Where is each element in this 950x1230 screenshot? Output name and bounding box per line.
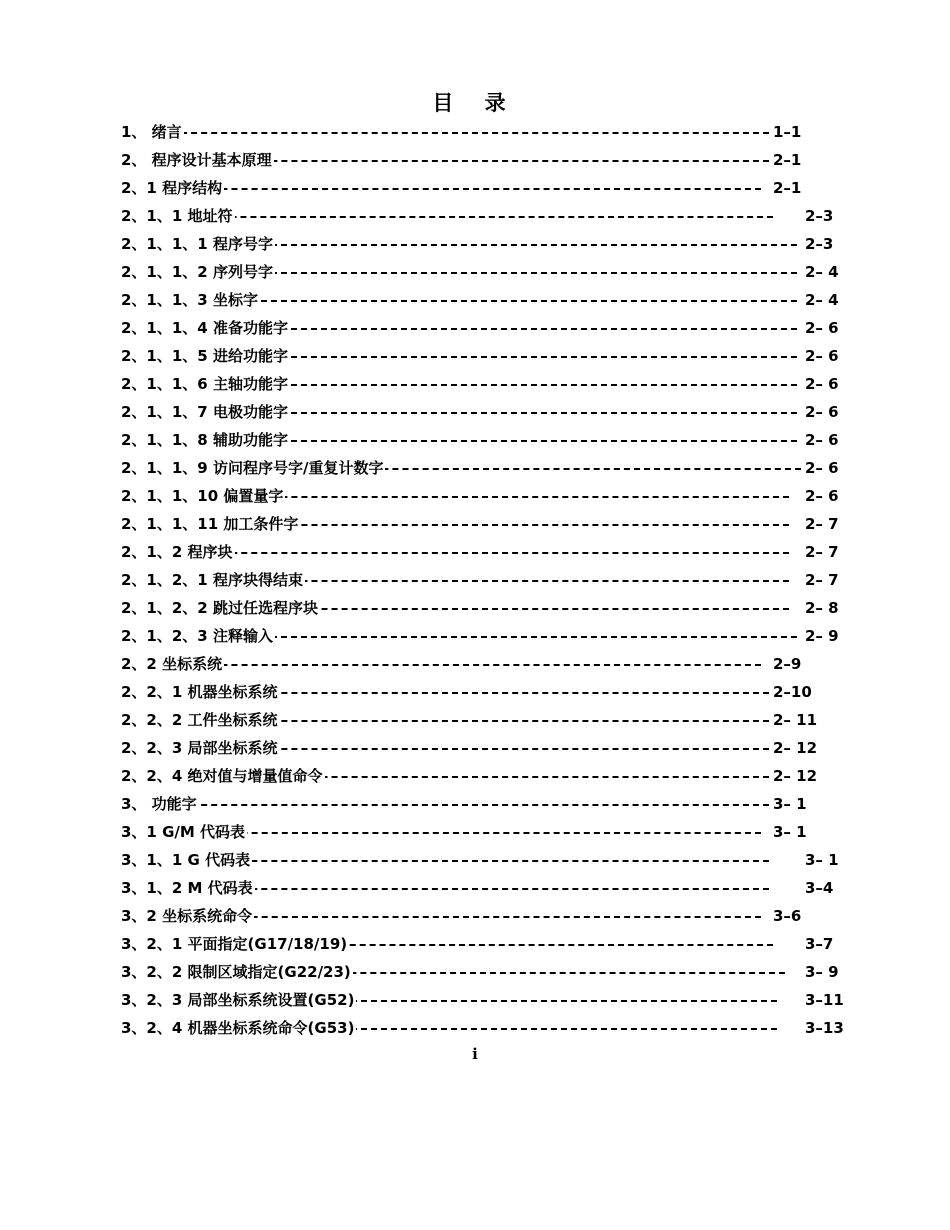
toc-entry-page: 2– 7	[805, 571, 839, 589]
toc-entry[interactable]	[121, 258, 861, 286]
toc-leader-dashes	[161, 132, 769, 134]
toc-entry-label: 2、2、1 机器坐标系统	[121, 678, 280, 706]
toc-entry-label: 3、2 坐标系统命令	[121, 902, 254, 930]
toc-entry[interactable]	[121, 370, 861, 398]
toc-entry-page: 2– 6	[805, 403, 839, 421]
toc-entry[interactable]	[121, 482, 861, 510]
toc-entry[interactable]	[121, 286, 861, 314]
toc-entry-page: 2– 12	[773, 739, 818, 757]
toc-entry-page: 2– 7	[805, 543, 839, 561]
toc-leader-dashes	[161, 664, 761, 666]
toc-entry-page: 2–3	[805, 207, 834, 225]
toc-entry-page: 3– 1	[773, 795, 807, 813]
toc-leader-dashes	[161, 188, 761, 190]
toc-entry-label: 2、1、1、2 序列号字	[121, 258, 275, 286]
toc-entry-label: 2、1、1、1 程序号字	[121, 230, 275, 258]
toc-entry[interactable]	[121, 650, 861, 678]
toc-entry-label: 3、2、3 局部坐标系统设置(G52)	[121, 986, 356, 1014]
toc-entry[interactable]	[121, 706, 861, 734]
toc-entry[interactable]	[121, 454, 861, 482]
toc-entry-page: 1–1	[773, 123, 802, 141]
toc-leader-dashes	[161, 552, 789, 554]
toc-entry[interactable]	[121, 874, 861, 902]
toc-entry-page: 2– 6	[805, 375, 839, 393]
toc-entry-label: 2、 程序设计基本原理	[121, 146, 274, 174]
toc-entry[interactable]	[121, 174, 861, 202]
toc-entry-page: 2– 6	[805, 459, 839, 477]
toc-entry-label: 2、1、1、9 访问程序号字/重复计数字	[121, 454, 385, 482]
toc-entry-label: 3、1 G/M 代码表	[121, 818, 247, 846]
toc-entry[interactable]	[121, 818, 861, 846]
toc-entry-page: 3–4	[805, 879, 834, 897]
toc-entry[interactable]	[121, 426, 861, 454]
toc-entry-page: 2–1	[773, 179, 802, 197]
toc-entry-label: 2、2、3 局部坐标系统	[121, 734, 280, 762]
toc-entry-page: 3–11	[805, 991, 844, 1009]
toc-entry-label: 2、1、1、3 坐标字	[121, 286, 260, 314]
toc-entry[interactable]	[121, 986, 861, 1014]
toc-entry-page: 3– 1	[805, 851, 839, 869]
toc-entry-label: 2、1、2、2 跳过任选程序块	[121, 594, 320, 622]
toc-entry-page: 2– 9	[805, 627, 839, 645]
toc-entry[interactable]	[121, 594, 861, 622]
toc-entry[interactable]	[121, 958, 861, 986]
toc-entry-page: 2–9	[773, 655, 802, 673]
toc-entry-page: 2– 6	[805, 431, 839, 449]
toc-entry-label: 2、2、4 绝对值与增量值命令	[121, 762, 325, 790]
toc-entry-label: 2、1、1、4 准备功能字	[121, 314, 290, 342]
toc-entry-page: 2– 12	[773, 767, 818, 785]
toc-entry[interactable]	[121, 902, 861, 930]
toc-entry[interactable]	[121, 146, 861, 174]
toc-entry[interactable]	[121, 230, 861, 258]
toc-entry-label: 3、1、2 M 代码表	[121, 874, 255, 902]
toc-entry-label: 2、1、1、10 偏置量字	[121, 482, 285, 510]
toc-entry-page: 2– 7	[805, 515, 839, 533]
toc-entry-page: 2–3	[805, 235, 834, 253]
toc-entry-label: 3、2、1 平面指定(G17/18/19)	[121, 930, 349, 958]
toc-entry-label: 2、1、1、8 辅助功能字	[121, 426, 290, 454]
toc-entry-page: 2– 6	[805, 319, 839, 337]
toc-entry-page: 2–1	[773, 151, 802, 169]
toc-entry-page: 2– 4	[805, 263, 839, 281]
toc-entry-label: 3、2、2 限制区域指定(G22/23)	[121, 958, 353, 986]
toc-leader-dashes	[161, 804, 769, 806]
toc-entry-label: 2、1、2 程序块	[121, 538, 235, 566]
toc-entry[interactable]	[121, 202, 861, 230]
toc-entry-page: 3–6	[773, 907, 802, 925]
toc-entry-label: 2、1、2、3 注释输入	[121, 622, 275, 650]
toc-entry-page: 2– 6	[805, 347, 839, 365]
toc-entry[interactable]	[121, 734, 861, 762]
toc-entry-label: 2、1、1、11 加工条件字	[121, 510, 300, 538]
toc-entry-page: 3– 1	[773, 823, 807, 841]
toc-entry-label: 2、1、1 地址符	[121, 202, 235, 230]
toc-entry[interactable]	[121, 762, 861, 790]
toc-entry-page: 2– 6	[805, 487, 839, 505]
toc-entry[interactable]	[121, 538, 861, 566]
toc-entry[interactable]	[121, 510, 861, 538]
toc-entry-page: 3–13	[805, 1019, 844, 1037]
toc-entry[interactable]	[121, 398, 861, 426]
toc-entry-label: 2、1、1、5 进给功能字	[121, 342, 290, 370]
toc-entry-label: 2、1、1、6 主轴功能字	[121, 370, 290, 398]
toc-entry[interactable]	[121, 678, 861, 706]
toc-entry[interactable]	[121, 790, 861, 818]
toc-entry[interactable]	[121, 846, 861, 874]
toc-entry-label: 2、1、2、1 程序块得结束	[121, 566, 305, 594]
toc-entry[interactable]	[121, 314, 861, 342]
toc-entry[interactable]	[121, 930, 861, 958]
toc-entry[interactable]	[121, 566, 861, 594]
toc-entry-label: 2、1、1、7 电极功能字	[121, 398, 290, 426]
toc-entry-page: 2– 11	[773, 711, 818, 729]
toc-entry-label: 3、2、4 机器坐标系统命令(G53)	[121, 1014, 356, 1042]
toc-entry-page: 2– 4	[805, 291, 839, 309]
toc-entry-label: 2、1 程序结构	[121, 174, 224, 202]
toc-entry-label: 2、2 坐标系统	[121, 650, 224, 678]
toc-entry-label: 3、1、1 G 代码表	[121, 846, 252, 874]
toc-leader-dashes	[161, 216, 773, 218]
toc-entry-label: 3、 功能字	[121, 790, 199, 818]
page-title: 目 录	[432, 91, 518, 115]
toc-entry[interactable]	[121, 622, 861, 650]
toc-entry-page: 2– 8	[805, 599, 839, 617]
toc-entry[interactable]	[121, 1014, 861, 1042]
toc-entry-page: 2–10	[773, 683, 812, 701]
toc-leader-dashes	[161, 860, 769, 862]
toc-leader-dashes	[161, 832, 761, 834]
toc-entry-page: 3–7	[805, 935, 834, 953]
toc-entry[interactable]	[121, 342, 861, 370]
toc-entry[interactable]	[121, 118, 861, 146]
toc-entry-label: 1、 绪言	[121, 118, 184, 146]
toc-entry-label: 2、2、2 工件坐标系统	[121, 706, 280, 734]
toc-entry-page: 3– 9	[805, 963, 839, 981]
page-number: i	[472, 1045, 478, 1063]
